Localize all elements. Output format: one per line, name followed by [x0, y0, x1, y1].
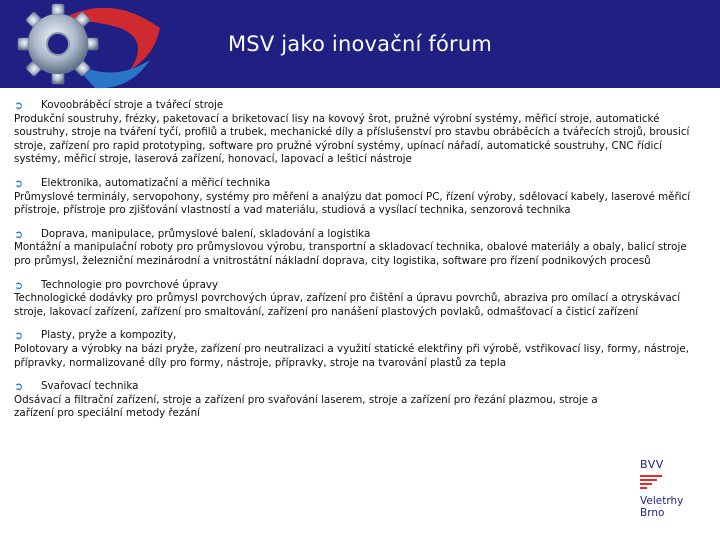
list-item	[14, 228, 694, 269]
section-heading	[14, 329, 694, 343]
brand-short: BVV	[640, 458, 664, 471]
arrow-bullet-icon: ➲	[14, 227, 24, 241]
section-heading	[14, 99, 694, 113]
section-body: Průmyslové terminály, servopohony, systémy pro měření a analýzu dat pomocí PC, řízení výroby, sdělovací kabely, laserové měřicí přístroje, přístroje pro zjišťování vlastností a vad materiálu, studiová a vysílací technika, senzorová technika	[14, 190, 691, 217]
brand-line1: Veletrhy	[640, 495, 684, 507]
arrow-bullet-icon: ➲	[14, 380, 24, 394]
brand-line2: Brno	[640, 507, 665, 519]
section-heading	[14, 177, 694, 191]
section-title: Kovoobráběcí stroje a tvářecí stroje	[41, 99, 224, 111]
arrow-bullet-icon: ➲	[14, 329, 24, 343]
section-title: Doprava, manipulace, průmyslové balení, skladování a logistika	[41, 227, 371, 240]
page-title: MSV jako inovační fórum	[227, 32, 493, 56]
section-heading	[14, 380, 629, 394]
list-item	[14, 279, 694, 320]
list-item	[14, 177, 694, 218]
arrow-bullet-icon: ➲	[14, 278, 24, 292]
arrow-bullet-icon: ➲	[14, 176, 24, 190]
section-body: Polotovary a výrobky na bázi pryže, zařízení pro neutralizaci a využití statické elektřiny při výrobě, vstřikovací lisy, formy, nástroje, přípravky, normalizované díly pro formy, nástroje, přípravky, stroje na tvarování plastů za tepla	[14, 342, 689, 369]
section-title: Technologie pro povrchové úpravy	[41, 278, 219, 291]
section-heading	[14, 228, 694, 242]
brand-stripes-icon	[640, 475, 662, 489]
list-item	[14, 329, 694, 370]
section-title: Elektronika, automatizační a měřicí technika	[41, 176, 271, 189]
section-body: Odsávací a filtrační zařízení, stroje a zařízení pro svařování laserem, stroje a zařízení pro řezání plazmou, stroje a zařízení pro speciální metody řezání	[14, 393, 598, 420]
section-body: Technologické dodávky pro průmysl povrchových úprav, zařízení pro čištění a úpravu povrchů, abraziva pro omílací a otryskávací stroje, lakovací zařízení, zařízení pro smaltování, zařízení pro nanášení plastových povlaků, odmašťovací a čisticí zařízení	[14, 292, 681, 318]
section-title: Svařovací technika	[41, 380, 139, 393]
section-body: Produkční soustruhy, frézky, paketovací a briketovací lisy na kovový šrot, pružné výrobní systémy, měřicí stroje, automatické soustruhy, stroje na tváření tyčí, profilů a trubek, mechanické díly a příslušenství pro stavbu obráběcích a tvářecích strojů, brousicí stroje, zařízení pro rapid prototyping, software pro pružné výrobní systémy, upínací nářadí, automatické soustruhy, CNC řídicí systémy, měřicí stroje, laserová zařízení, honovací, lapovací a lešticí nástroje	[14, 112, 690, 166]
bvv-brand-logo	[640, 458, 710, 519]
section-heading	[14, 279, 694, 293]
content-list	[14, 99, 694, 431]
list-item	[14, 380, 629, 421]
section-body: Montážní a manipulační roboty pro průmyslovou výrobu, transportní a skladovací technika, obalové materiály a obaly, balicí stroje pro průmysl, železniční mezinárodní a vnitrostátní nákladní doprava, city logistika, software pro řízení podnikových procesů	[14, 241, 687, 267]
section-title: Plasty, pryže a kompozity,	[41, 329, 177, 342]
list-item	[14, 99, 694, 167]
arrow-bullet-icon: ➲	[14, 99, 24, 112]
